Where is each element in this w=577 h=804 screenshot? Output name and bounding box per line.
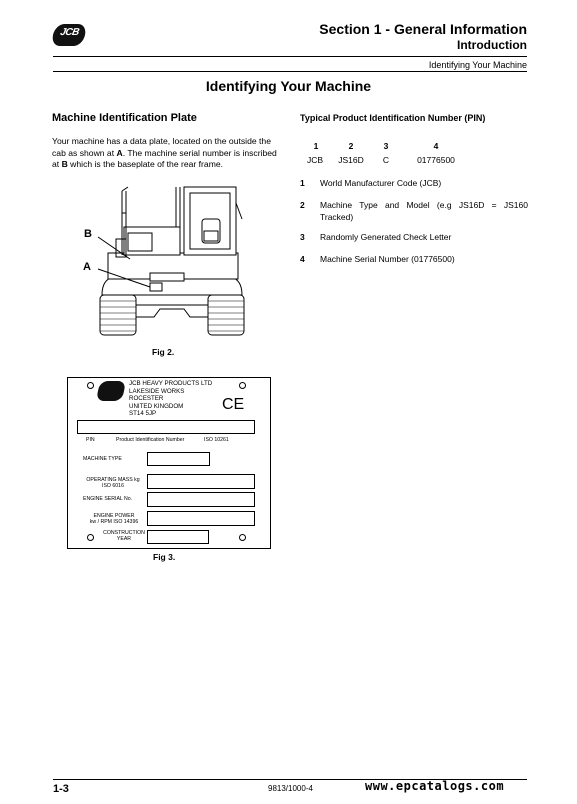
plate-hole-icon	[239, 534, 246, 541]
pin-part-number: 3	[383, 141, 389, 151]
pin-iso: ISO 10261	[204, 437, 229, 443]
page-number: 1-3	[53, 783, 69, 795]
excavator-rear-illustration	[80, 183, 250, 343]
engine-power-unit: kw / RPM ISO 14396	[89, 519, 139, 525]
section-title: Section 1 - General Information	[319, 21, 527, 37]
pin-heading: Typical Product Identification Number (PIN)	[300, 113, 486, 123]
page-title: Identifying Your Machine	[205, 78, 372, 94]
plate-hole-icon	[87, 534, 94, 541]
engine-serial-field	[147, 492, 255, 507]
engine-power-text: ENGINE POWER	[93, 513, 135, 519]
operating-mass-label	[83, 477, 143, 489]
company-line: JCB HEAVY PRODUCTS LTD	[129, 380, 213, 387]
construction-year-field	[147, 530, 209, 544]
pin-item-text: World Manufacturer Code (JCB)	[320, 178, 442, 188]
company-line: UNITED KINGDOM	[129, 402, 184, 410]
construction-year-label	[100, 530, 148, 542]
operating-mass-iso: ISO 6016	[102, 483, 124, 489]
ce-mark-icon: CE	[222, 396, 245, 413]
pin-item-number: 1	[300, 178, 305, 188]
logo-text: JCB	[59, 27, 80, 38]
operating-mass-text: OPERATING MASS kg	[86, 477, 140, 483]
fig2-caption: Fig 2.	[152, 347, 175, 357]
machine-type-field	[147, 452, 210, 466]
pin-part-value: JS16D	[338, 155, 364, 165]
para-text-3: which is the baseplate of the rear frame.	[67, 159, 224, 169]
fig3-caption: Fig 3.	[153, 552, 176, 562]
pin-item-number: 4	[300, 254, 305, 264]
para-ref-a: A	[116, 147, 123, 158]
para-text-2: . The machine serial number is inscribed at	[52, 147, 277, 169]
topic-label: Identifying Your Machine	[428, 60, 527, 70]
company-line: ROCESTER	[129, 395, 164, 403]
plate-hole-icon	[239, 382, 246, 389]
pin-part-value: C	[382, 155, 390, 165]
pin-item-number: 2	[300, 200, 305, 210]
pin-label: PIN	[86, 437, 95, 443]
para-text-1: Your machine has a data plate, located on the outside the cab as shown at	[52, 136, 271, 158]
construction-year-text: YEAR	[116, 536, 132, 542]
pin-item-text: Randomly Generated Check Letter	[320, 232, 452, 242]
pin-part-value: JCB	[306, 155, 324, 165]
pin-item-text: Machine Type and Model (e.g JS16D = JS160 Tracked)	[320, 200, 528, 222]
jcb-logo	[51, 24, 88, 46]
pin-description: Product Identification Number	[116, 437, 185, 443]
pin-field	[77, 420, 255, 434]
topic-rule	[53, 71, 527, 72]
operating-mass-field	[147, 474, 255, 489]
header-rule	[53, 56, 527, 57]
engine-power-field	[147, 511, 255, 526]
plate-hole-icon	[87, 382, 94, 389]
pin-item-text: Machine Serial Number (01776500)	[320, 254, 455, 264]
plate-heading: Machine Identification Plate	[52, 112, 197, 124]
construction-text: CONSTRUCTION	[103, 530, 145, 536]
machine-type-label: MACHINE TYPE	[83, 456, 122, 462]
fig2-label-a: A	[83, 261, 91, 273]
watermark: www.epcatalogs.com	[365, 779, 505, 793]
engine-power-label	[83, 513, 145, 525]
plate-paragraph	[52, 136, 282, 171]
engine-serial-label: ENGINE SERIAL No.	[83, 496, 133, 502]
pin-part-value: 01776500	[417, 155, 455, 165]
section-subtitle: Introduction	[457, 38, 527, 52]
company-line: LAKESIDE WORKS	[129, 387, 185, 395]
para-ref-b: B	[61, 159, 68, 169]
fig2-label-b: B	[84, 228, 92, 240]
plate-company-address	[129, 380, 212, 418]
pin-part-number: 2	[348, 141, 354, 151]
pin-part-number: 4	[433, 141, 439, 151]
pin-part-number: 1	[313, 141, 319, 151]
document-number: 9813/1000-4	[268, 784, 313, 793]
company-line: ST14 5JP	[129, 410, 157, 418]
pin-item-number: 3	[300, 232, 305, 242]
